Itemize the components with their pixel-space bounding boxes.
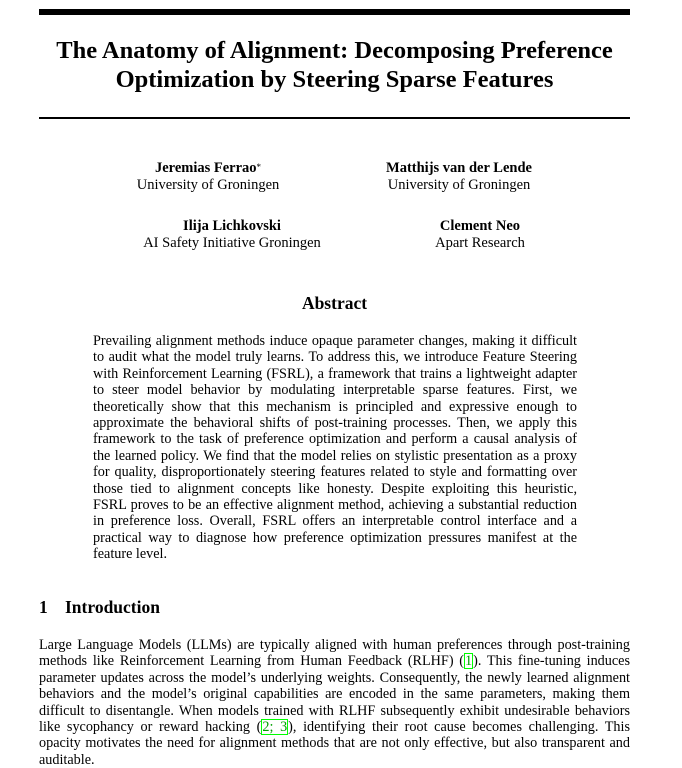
intro-text: methods like Reinforcement Learning from Human Feedback (RLHF) ( bbox=[39, 653, 465, 670]
intro-text: behaviors and the model’s original capabilities are encoded in the same parameters, making them bbox=[39, 686, 630, 703]
title-bottom-rule bbox=[39, 117, 630, 119]
intro-text: ). This fine-tuning induces bbox=[473, 653, 630, 670]
intro-text: like sycophancy or reward hacking ( bbox=[39, 719, 262, 736]
author-affiliation: Apart Research bbox=[435, 234, 525, 251]
abstract-line: for quality, disproportionately steering features related to style and formatting over bbox=[93, 464, 577, 481]
author-block-3 bbox=[112, 218, 352, 251]
abstract-line: the learned policy. We find that the model relies on stylistic presentation as a proxy bbox=[93, 447, 577, 464]
author-name: Clement Neo bbox=[439, 218, 521, 234]
intro-text: parameter updates across the model’s underlying weights. Consequently, the newly learned alignment bbox=[39, 669, 630, 686]
intro-line bbox=[39, 653, 630, 669]
author-block-4 bbox=[360, 218, 600, 251]
author-name bbox=[88, 160, 328, 177]
author-affiliation: AI Safety Initiative Groningen bbox=[143, 234, 321, 251]
intro-line bbox=[39, 637, 630, 653]
abstract-line: theoretically show that this mechanism is principled and expressive enough to bbox=[93, 398, 577, 415]
title-line-2: Optimization by Steering Sparse Features bbox=[115, 66, 554, 93]
citation-link[interactable]: 2; 3 bbox=[262, 719, 288, 736]
citation-link[interactable]: 1 bbox=[465, 653, 473, 670]
author-name: Ilija Lichkovski bbox=[183, 218, 281, 234]
intro-text: opacity motivates the need for alignment methods that are not only effective, but also transparent and bbox=[39, 735, 630, 752]
author-affiliation: University of Groningen bbox=[136, 176, 280, 193]
author-affiliation: University of Groningen bbox=[387, 176, 531, 193]
title-line-1: The Anatomy of Alignment: Decomposing Preference bbox=[56, 37, 613, 64]
abstract-heading: Abstract bbox=[301, 293, 368, 313]
paper-title bbox=[39, 36, 630, 94]
intro-line bbox=[39, 719, 630, 735]
intro-text: difficult to disentangle. When models trained with RLHF subsequently exhibit undesirable behaviors bbox=[39, 702, 630, 719]
intro-line bbox=[39, 670, 630, 686]
intro-text: ), identifying their root cause becomes challenging. This bbox=[288, 719, 630, 736]
section-title: Introduction bbox=[65, 597, 160, 617]
intro-line bbox=[39, 735, 630, 751]
abstract-line: framework to the task of preference optimization and perform a causal analysis of bbox=[93, 431, 577, 448]
intro-text: auditable. bbox=[39, 751, 95, 768]
intro-line bbox=[39, 686, 630, 702]
intro-text: Large Language Models (LLMs) are typically aligned with human preferences through post-training bbox=[39, 637, 630, 653]
abstract-line: feature level. bbox=[93, 546, 168, 563]
abstract-line: Prevailing alignment methods induce opaque parameter changes, making it difficult bbox=[93, 333, 577, 349]
abstract-body bbox=[93, 333, 577, 563]
author-name-text: Jeremias Ferrao bbox=[154, 160, 257, 176]
abstract-line: in preference loss. Overall, FSRL offers an interpretable control interface and a bbox=[93, 513, 577, 530]
abstract-line: to steer model behavior by modulating interpretable sparse features. First, we bbox=[93, 382, 577, 399]
section-number: 1 bbox=[39, 597, 48, 617]
corresponding-author-mark: * bbox=[256, 162, 262, 172]
abstract-line: to audit what the model truly learns. To address this, we introduce Feature Steering bbox=[93, 349, 577, 366]
author-name: Matthijs van der Lende bbox=[386, 160, 532, 176]
intro-line bbox=[39, 752, 630, 768]
author-block-2 bbox=[339, 160, 579, 193]
abstract-line: with Reinforcement Learning (FSRL), a framework that trains a lightweight adapter bbox=[93, 365, 577, 382]
intro-line bbox=[39, 703, 630, 719]
abstract-line: practical way to diagnose how preference optimization pressures manifest at the bbox=[93, 529, 577, 546]
author-block-1 bbox=[88, 160, 328, 193]
introduction-paragraph bbox=[39, 637, 630, 768]
abstract-line: FSRL proves to be an effective alignment method, achieving a substantial reduction bbox=[93, 497, 577, 514]
title-top-rule bbox=[39, 9, 630, 15]
abstract-line: those tied to alignment concepts like honesty. Despite exploiting this heuristic, bbox=[93, 480, 577, 497]
section-heading-introduction bbox=[39, 597, 160, 617]
abstract-line: approximate the behavioral shifts of post-training processes. Then, we apply this bbox=[93, 415, 577, 432]
